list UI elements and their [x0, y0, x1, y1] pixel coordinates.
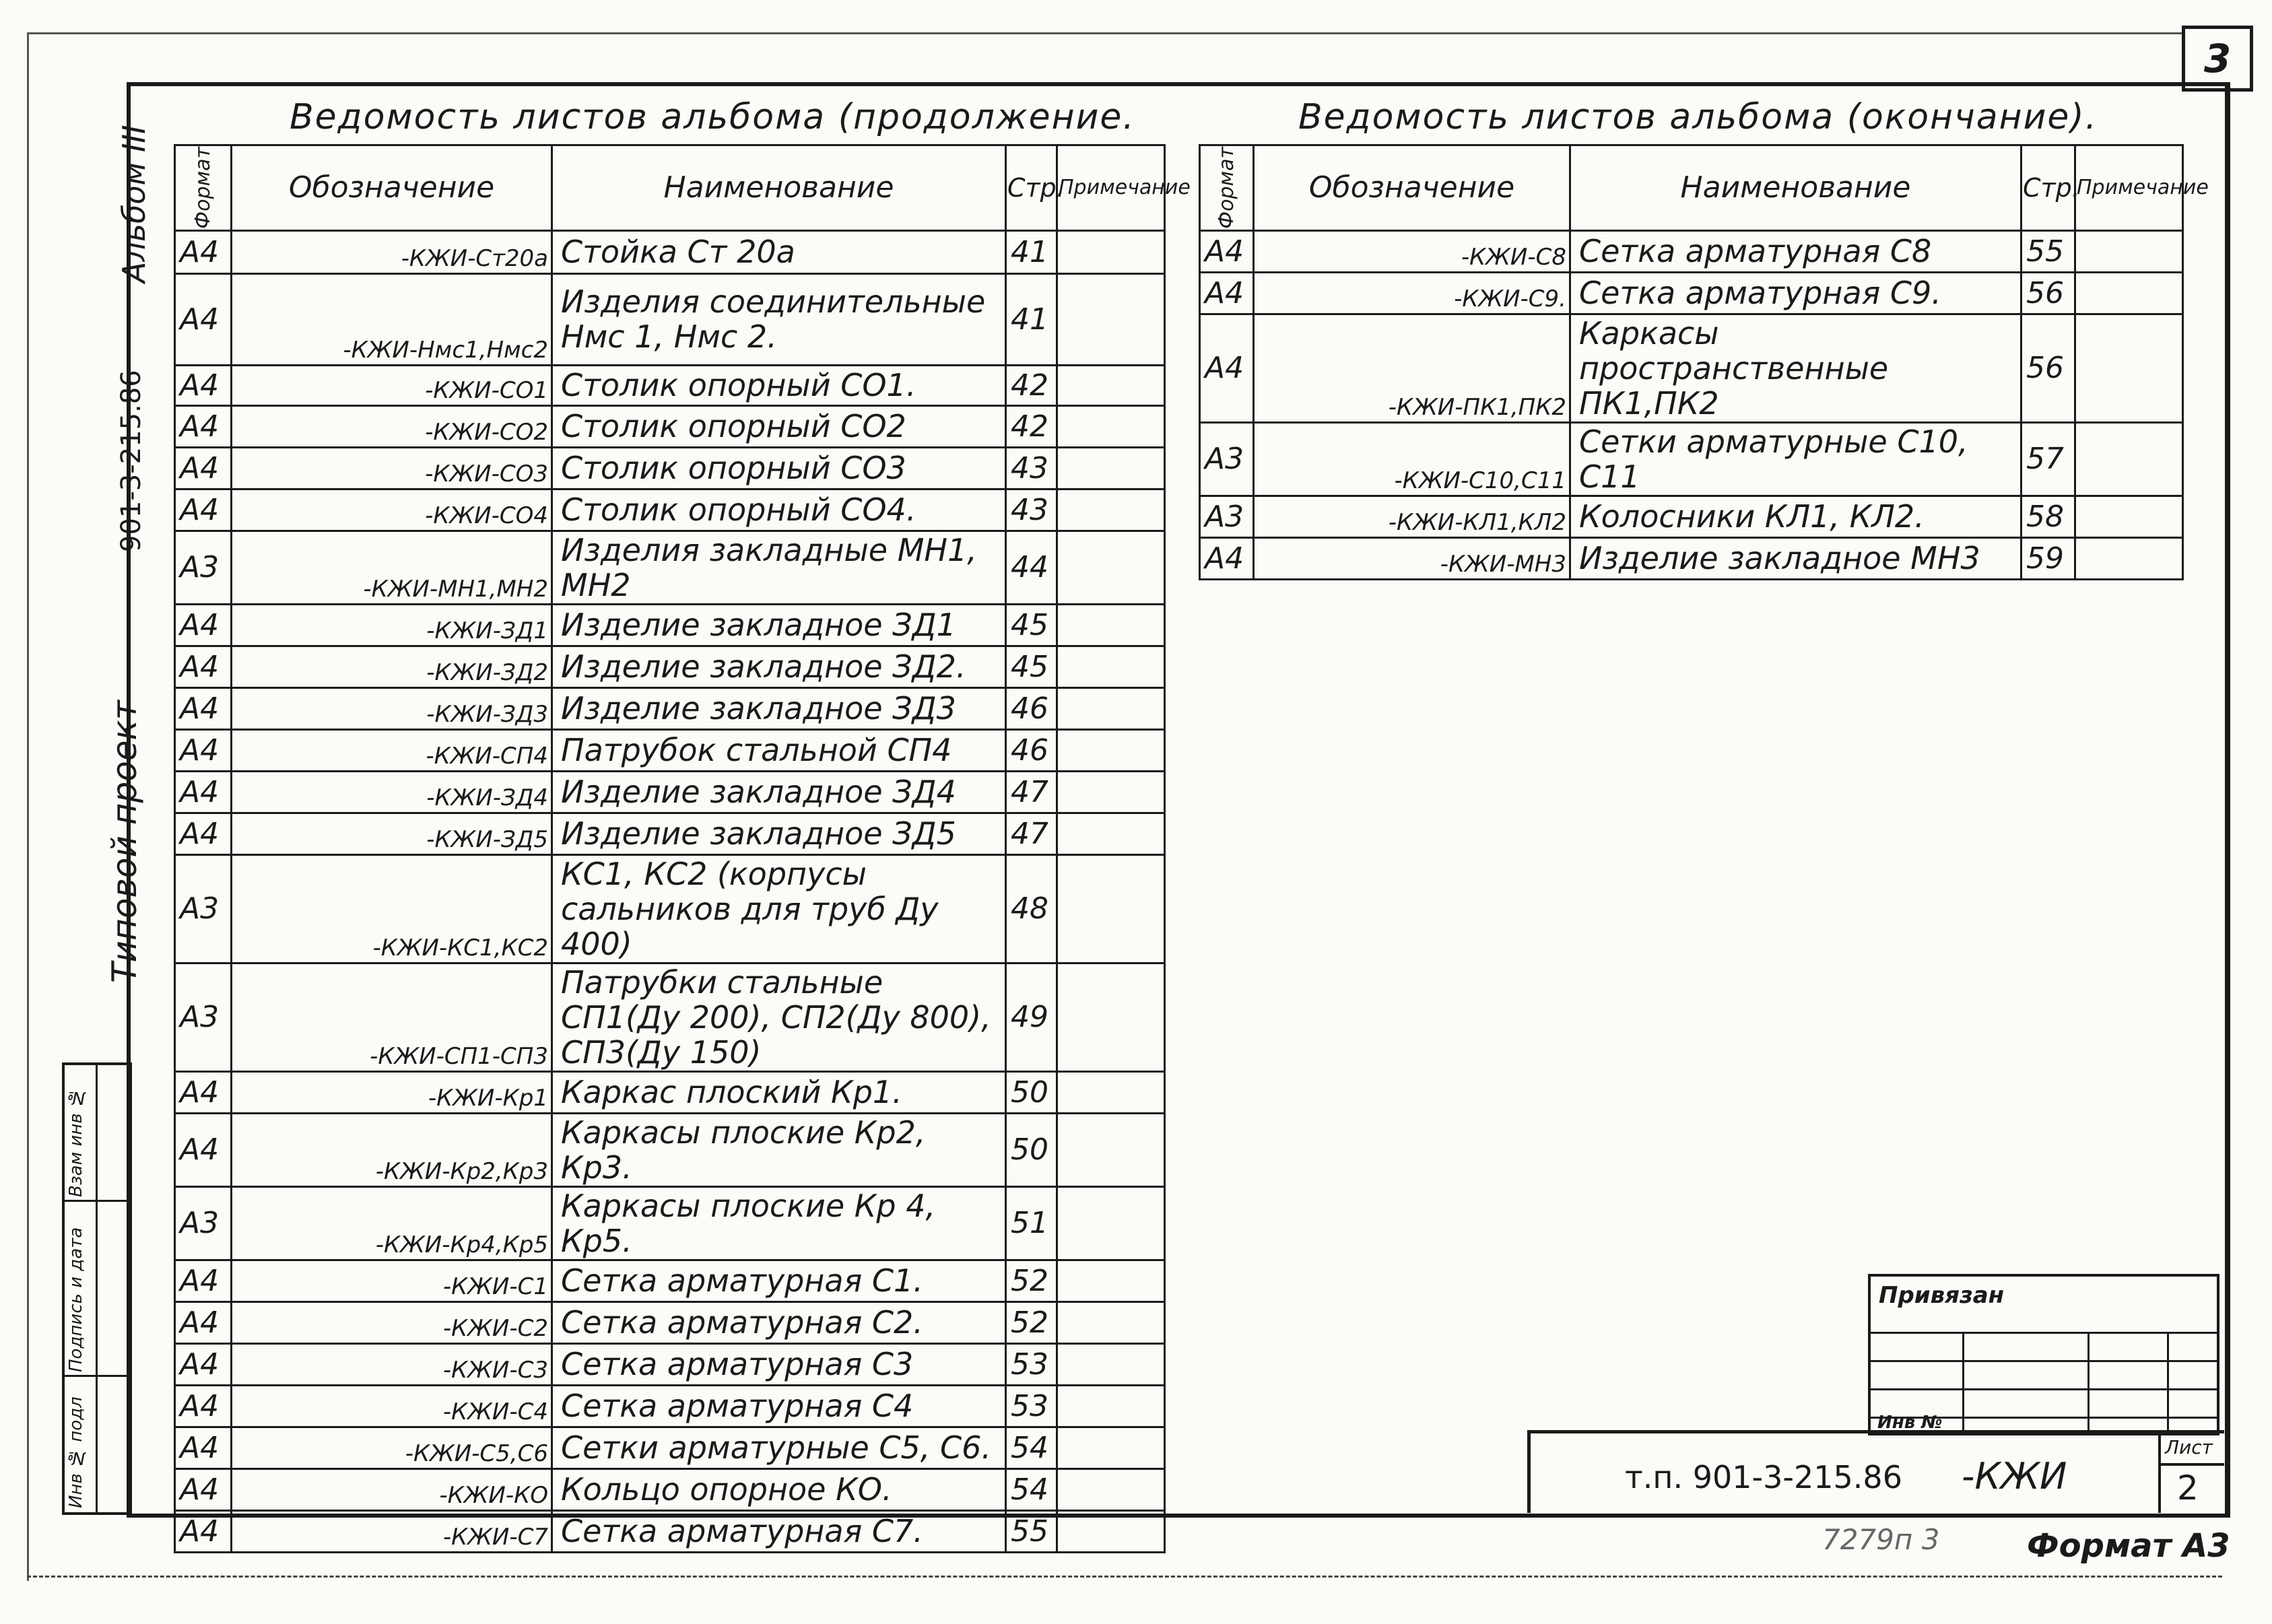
header-note: Примечание: [2075, 145, 2183, 231]
page-cell: 42: [1006, 365, 1057, 405]
strip-inv-label: Инв № подл: [66, 1396, 86, 1508]
table-row: [175, 687, 1165, 729]
name-cell: Сетка арматурная С4: [552, 1385, 1006, 1427]
title-suffix: -КЖИ: [1962, 1455, 2067, 1497]
designation-cell: -КЖИ-С8: [1254, 230, 1570, 272]
designation-cell: -КЖИ-ЗД1: [232, 604, 552, 646]
table-row: [1200, 422, 2183, 496]
note-cell: [1057, 273, 1165, 365]
name-cell: Сетки арматурные С10, С11: [1570, 422, 2022, 496]
note-cell: [1057, 531, 1165, 604]
name-cell: Столик опорный СО1.: [552, 365, 1006, 405]
name-cell: Каркас плоский Кр1.: [552, 1071, 1006, 1113]
table-row: [1200, 272, 2183, 314]
table-row: [175, 1113, 1165, 1186]
note-cell: [1057, 1510, 1165, 1552]
page-cell: 57: [2022, 422, 2075, 496]
format-cell: А3: [175, 531, 232, 604]
designation-cell: -КЖИ-ЗД4: [232, 771, 552, 813]
table-row: [175, 1468, 1165, 1510]
designation-cell: -КЖИ-ЗД2: [232, 646, 552, 687]
note-cell: [1057, 771, 1165, 813]
page-cell: 52: [1006, 1260, 1057, 1301]
header-designation: Обозначение: [232, 145, 552, 231]
name-cell: КС1, КС2 (корпусы сальников для труб Ду 400): [552, 854, 1006, 963]
format-cell: А3: [175, 963, 232, 1071]
format-cell: А4: [175, 273, 232, 365]
page-cell: 54: [1006, 1468, 1057, 1510]
name-cell: Изделие закладное ЗД1: [552, 604, 1006, 646]
format-cell: А4: [175, 813, 232, 854]
name-cell: Патрубки стальные СП1(Ду 200), СП2(Ду 800), СП3(Ду 150): [552, 963, 1006, 1071]
header-name: Наименование: [552, 145, 1006, 231]
format-cell: А4: [1200, 314, 1254, 422]
table-row: [175, 405, 1165, 447]
right-table-heading: Ведомость листов альбома (окончание).: [1298, 97, 2098, 137]
table-row: [175, 273, 1165, 365]
name-cell: Изделие закладное ЗД4: [552, 771, 1006, 813]
project-type-label: Типовой проект: [105, 700, 144, 983]
format-cell: А4: [175, 1260, 232, 1301]
table-row: [175, 729, 1165, 771]
format-cell: А4: [1200, 230, 1254, 272]
table-row: [175, 1071, 1165, 1113]
format-cell: А3: [175, 854, 232, 963]
table-row: [1200, 314, 2183, 422]
name-cell: Колосники КЛ1, КЛ2.: [1570, 496, 2022, 537]
name-cell: Каркасы плоские Кр 4, Кр5.: [552, 1186, 1006, 1260]
right-register-table: [1199, 144, 2209, 580]
page-cell: 42: [1006, 405, 1057, 447]
designation-cell: -КЖИ-КО: [232, 1468, 552, 1510]
page-cell: 41: [1006, 273, 1057, 365]
left-register-table: [174, 144, 1191, 1553]
note-cell: [1057, 687, 1165, 729]
bound-label: Привязан: [1879, 1282, 2005, 1309]
designation-cell: -КЖИ-Кр2,Кр3: [232, 1113, 552, 1186]
title-code: т.п. 901-3-215.86: [1625, 1459, 1902, 1495]
table-row: [175, 604, 1165, 646]
table-row: [175, 1301, 1165, 1343]
designation-cell: -КЖИ-ЗД3: [232, 687, 552, 729]
table-row: [175, 1186, 1165, 1260]
designation-cell: -КЖИ-МН1,МН2: [232, 531, 552, 604]
format-cell: А3: [1200, 496, 1254, 537]
name-cell: Сетки арматурные С5, С6.: [552, 1427, 1006, 1468]
name-cell: Сетка арматурная С8: [1570, 230, 2022, 272]
table-row: [175, 1260, 1165, 1301]
note-cell: [1057, 1186, 1165, 1260]
binding-stamp: [1868, 1274, 2219, 1435]
name-cell: Стойка Ст 20а: [552, 230, 1006, 273]
name-cell: Сетка арматурная С1.: [552, 1260, 1006, 1301]
designation-cell: -КЖИ-СО2: [232, 405, 552, 447]
note-cell: [1057, 1468, 1165, 1510]
designation-cell: -КЖИ-МН3: [1254, 537, 1570, 579]
format-cell: А4: [175, 771, 232, 813]
format-cell: А4: [175, 729, 232, 771]
note-cell: [1057, 646, 1165, 687]
header-format: Формат: [1200, 145, 1254, 231]
table-row: [175, 447, 1165, 489]
name-cell: Изделие закладное ЗД5: [552, 813, 1006, 854]
header-note: Примечание: [1057, 145, 1165, 231]
designation-cell: -КЖИ-С9.: [1254, 272, 1570, 314]
designation-cell: -КЖИ-С2: [232, 1301, 552, 1343]
name-cell: Изделие закладное МН3: [1570, 537, 2022, 579]
name-cell: Изделия соединительные Нмс 1, Нмс 2.: [552, 273, 1006, 365]
designation-cell: -КЖИ-Кр4,Кр5: [232, 1186, 552, 1260]
note-cell: [1057, 230, 1165, 273]
name-cell: Изделия закладные МН1, МН2: [552, 531, 1006, 604]
name-cell: Сетка арматурная С9.: [1570, 272, 2022, 314]
format-cell: А4: [175, 489, 232, 531]
outer-border-top: [27, 32, 2182, 34]
sheet-format: Формат А3: [2027, 1527, 2230, 1565]
strip-signature-label: Подпись и дата: [66, 1227, 86, 1372]
designation-cell: -КЖИ-Нмс1,Нмс2: [232, 273, 552, 365]
format-cell: А4: [175, 1468, 232, 1510]
designation-cell: -КЖИ-СП1-СП3: [232, 963, 552, 1071]
format-cell: А4: [175, 230, 232, 273]
designation-cell: -КЖИ-С10,С11: [1254, 422, 1570, 496]
inv-label: Инв №: [1877, 1413, 1943, 1433]
designation-cell: -КЖИ-С7: [232, 1510, 552, 1552]
designation-cell: -КЖИ-С5,С6: [232, 1427, 552, 1468]
page-cell: 43: [1006, 447, 1057, 489]
title-block: [1527, 1430, 2224, 1513]
page-cell: 55: [2022, 230, 2075, 272]
format-cell: А4: [175, 447, 232, 489]
designation-cell: -КЖИ-Кр1: [232, 1071, 552, 1113]
header-page: Стр.: [1006, 145, 1057, 231]
album-label: Альбом III: [116, 125, 152, 283]
table-row: [175, 489, 1165, 531]
name-cell: Сетка арматурная С2.: [552, 1301, 1006, 1343]
note-cell: [1057, 729, 1165, 771]
format-cell: А4: [175, 1385, 232, 1427]
note-cell: [1057, 1385, 1165, 1427]
designation-cell: -КЖИ-СО3: [232, 447, 552, 489]
designation-cell: -КЖИ-СО1: [232, 365, 552, 405]
page-cell: 53: [1006, 1343, 1057, 1385]
format-cell: А4: [175, 1301, 232, 1343]
table-row: [175, 531, 1165, 604]
designation-cell: -КЖИ-СО4: [232, 489, 552, 531]
format-cell: А4: [175, 604, 232, 646]
name-cell: Каркасы плоские Кр2, Кр3.: [552, 1113, 1006, 1186]
name-cell: Сетка арматурная С3: [552, 1343, 1006, 1385]
name-cell: Изделие закладное ЗД2.: [552, 646, 1006, 687]
format-cell: А3: [1200, 422, 1254, 496]
page-cell: 45: [1006, 646, 1057, 687]
table-row: [175, 1427, 1165, 1468]
page-cell: 53: [1006, 1385, 1057, 1427]
note-cell: [1057, 1113, 1165, 1186]
table-row: [175, 1510, 1165, 1552]
note-cell: [2075, 496, 2183, 537]
page-cell: 44: [1006, 531, 1057, 604]
page-cell: 49: [1006, 963, 1057, 1071]
format-cell: А4: [175, 1427, 232, 1468]
page-cell: 50: [1006, 1071, 1057, 1113]
note-cell: [2075, 314, 2183, 422]
name-cell: Столик опорный СО4.: [552, 489, 1006, 531]
designation-cell: -КЖИ-С4: [232, 1385, 552, 1427]
format-cell: А4: [175, 1113, 232, 1186]
page-cell: 58: [2022, 496, 2075, 537]
name-cell: Сетка арматурная С7.: [552, 1510, 1006, 1552]
sheet-number: 2: [2177, 1468, 2199, 1508]
table-row: [175, 646, 1165, 687]
page-cell: 46: [1006, 687, 1057, 729]
page-cell: 45: [1006, 604, 1057, 646]
table-row: [1200, 537, 2183, 579]
project-code-label: 901-3-215.86: [116, 370, 147, 552]
note-cell: [1057, 1343, 1165, 1385]
table-row: [1200, 496, 2183, 537]
page-cell: 56: [2022, 314, 2075, 422]
designation-cell: -КЖИ-СП4: [232, 729, 552, 771]
left-table-heading: Ведомость листов альбома (продолжение.: [290, 97, 1135, 137]
page-cell: 41: [1006, 230, 1057, 273]
note-cell: [2075, 422, 2183, 496]
name-cell: Столик опорный СО2: [552, 405, 1006, 447]
header-designation: Обозначение: [1254, 145, 1570, 231]
note-cell: [1057, 365, 1165, 405]
name-cell: Столик опорный СО3: [552, 447, 1006, 489]
page-cell: 56: [2022, 272, 2075, 314]
format-cell: А4: [175, 1343, 232, 1385]
format-cell: А4: [175, 405, 232, 447]
note-cell: [1057, 405, 1165, 447]
page-cell: 51: [1006, 1186, 1057, 1260]
format-cell: А4: [175, 365, 232, 405]
page-cell: 55: [1006, 1510, 1057, 1552]
table-row: [175, 813, 1165, 854]
designation-cell: -КЖИ-ПК1,ПК2: [1254, 314, 1570, 422]
page-cell: 59: [2022, 537, 2075, 579]
strip-replace-label: Взам инв №: [66, 1087, 86, 1197]
note-cell: [2075, 272, 2183, 314]
format-cell: А4: [175, 1071, 232, 1113]
table-row: [175, 230, 1165, 273]
designation-cell: -КЖИ-С3: [232, 1343, 552, 1385]
note-cell: [1057, 604, 1165, 646]
name-cell: Изделие закладное ЗД3: [552, 687, 1006, 729]
table-row: [175, 771, 1165, 813]
name-cell: Каркасы пространственные ПК1,ПК2: [1570, 314, 2022, 422]
note-cell: [1057, 813, 1165, 854]
name-cell: Патрубок стальной СП4: [552, 729, 1006, 771]
note-cell: [1057, 447, 1165, 489]
format-cell: А3: [175, 1186, 232, 1260]
sheet-label: Лист: [2165, 1436, 2213, 1458]
header-name: Наименование: [1570, 145, 2022, 231]
page-cell: 48: [1006, 854, 1057, 963]
note-cell: [1057, 1427, 1165, 1468]
note-cell: [2075, 230, 2183, 272]
table-row: [175, 1385, 1165, 1427]
name-cell: Кольцо опорное КО.: [552, 1468, 1006, 1510]
note-cell: [1057, 963, 1165, 1071]
outer-border-left: [27, 32, 29, 1581]
page-cell: 52: [1006, 1301, 1057, 1343]
table-row: [175, 963, 1165, 1071]
note-cell: [2075, 537, 2183, 579]
page-cell: 50: [1006, 1113, 1057, 1186]
table-row: [175, 365, 1165, 405]
format-cell: А4: [1200, 272, 1254, 314]
header-format: Формат: [175, 145, 232, 231]
page-cell: 47: [1006, 813, 1057, 854]
page-cell: 47: [1006, 771, 1057, 813]
designation-cell: -КЖИ-КС1,КС2: [232, 854, 552, 963]
note-cell: [1057, 489, 1165, 531]
page-cell: 46: [1006, 729, 1057, 771]
header-page: Стр.: [2022, 145, 2075, 231]
note-cell: [1057, 1071, 1165, 1113]
table-row: [1200, 230, 2183, 272]
designation-cell: -КЖИ-ЗД5: [232, 813, 552, 854]
format-cell: А4: [175, 646, 232, 687]
designation-cell: -КЖИ-С1: [232, 1260, 552, 1301]
approval-strip: [62, 1062, 132, 1515]
format-cell: А4: [1200, 537, 1254, 579]
note-cell: [1057, 1301, 1165, 1343]
format-cell: А4: [175, 1510, 232, 1552]
note-cell: [1057, 854, 1165, 963]
designation-cell: -КЖИ-Ст20а: [232, 230, 552, 273]
page-number: 3: [2182, 26, 2253, 92]
page-cell: 43: [1006, 489, 1057, 531]
order-number: 7279п 3: [1822, 1523, 1940, 1556]
designation-cell: -КЖИ-КЛ1,КЛ2: [1254, 496, 1570, 537]
format-cell: А4: [175, 687, 232, 729]
cut-line: [27, 1576, 2222, 1578]
table-row: [175, 854, 1165, 963]
page-cell: 54: [1006, 1427, 1057, 1468]
note-cell: [1057, 1260, 1165, 1301]
table-row: [175, 1343, 1165, 1385]
